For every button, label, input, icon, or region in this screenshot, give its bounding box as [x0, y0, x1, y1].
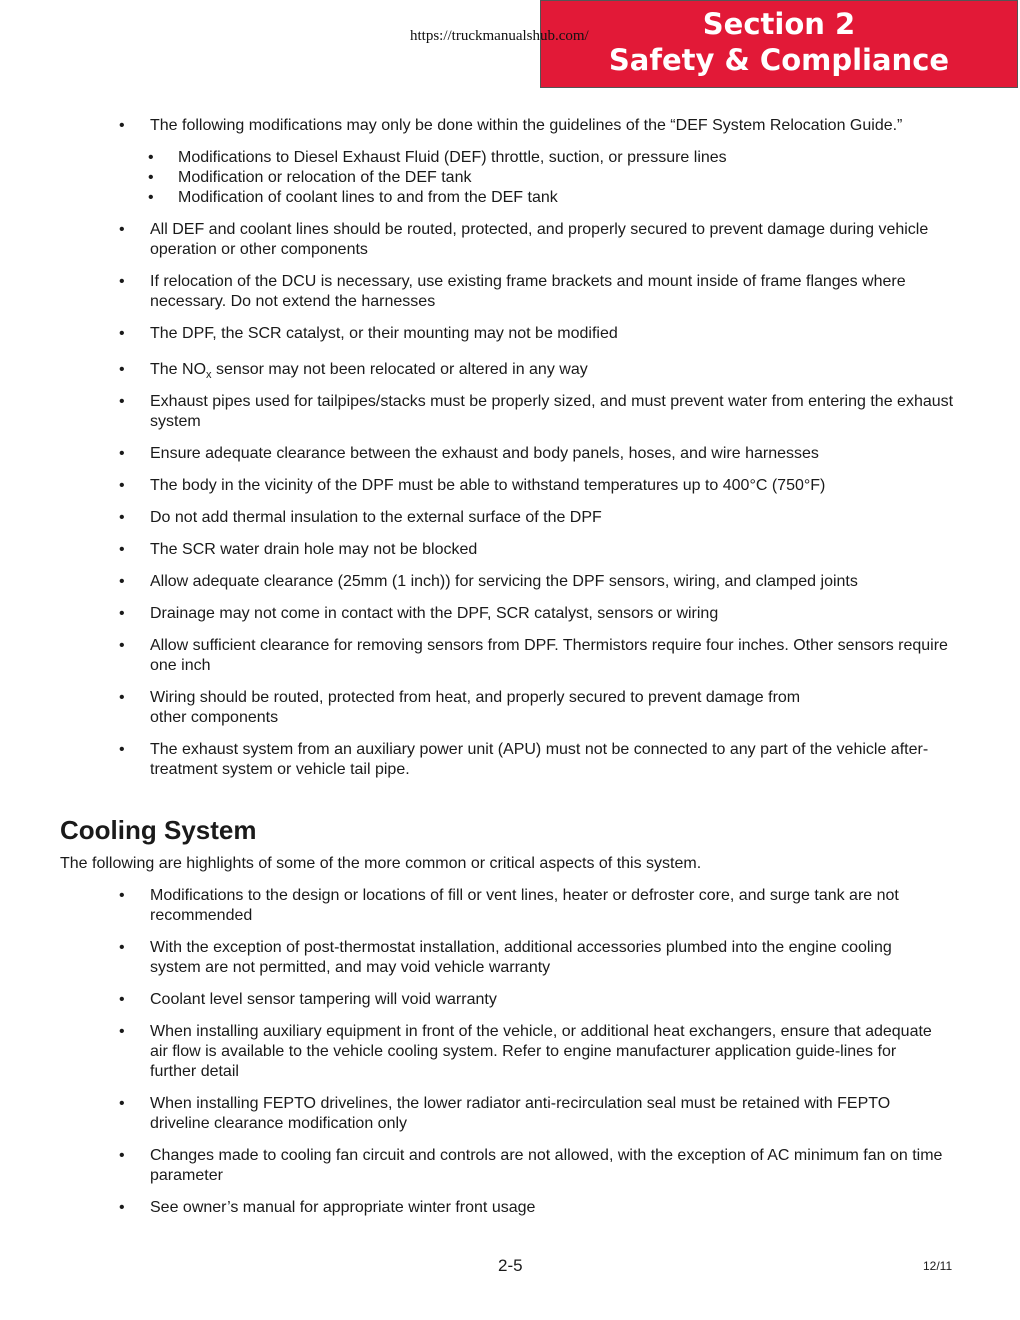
- list-item: • Allow sufficient clearance for removing sensors from DPF. Thermistors require four inches. Other sensors require one inch: [119, 637, 948, 674]
- bullet: •: [119, 991, 125, 1008]
- sub-list-item: • Modification or relocation of the DEF tank: [148, 169, 472, 186]
- list-item: • The SCR water drain hole may not be blocked: [119, 541, 478, 558]
- list-item: • The following modifications may only be done within the guidelines of the “DEF System Relocation Guide.”: [119, 117, 903, 134]
- page-number: 2-5: [498, 1256, 523, 1275]
- bullet: •: [119, 741, 125, 758]
- section-number: Section 2: [702, 7, 856, 41]
- list-item: • Exhaust pipes used for tailpipes/stacks must be properly sized, and must prevent water from entering the exhaust system: [119, 393, 954, 430]
- list-item: • Do not add thermal insulation to the external surface of the DPF: [119, 509, 602, 526]
- bullet: •: [119, 1199, 125, 1216]
- bullet: •: [119, 393, 125, 410]
- bullet: •: [119, 573, 125, 590]
- list-item: • Coolant level sensor tampering will void warranty: [119, 991, 497, 1008]
- list-item: • When installing auxiliary equipment in front of the vehicle, or additional heat exchangers, ensure that adequate air flow is available to the vehicle cooling system. Refer to engine manufacturer application guide-lines for further detail: [119, 1023, 932, 1080]
- bullet: •: [119, 445, 125, 462]
- sub-list-item: • Modifications to Diesel Exhaust Fluid (DEF) throttle, suction, or pressure lines: [148, 149, 727, 166]
- bullet: •: [119, 1095, 125, 1112]
- list-item: • When installing FEPTO drivelines, the lower radiator anti-recirculation seal must be retained with FEPTO driveline clearance modification only: [119, 1095, 891, 1132]
- bullet: •: [119, 325, 125, 342]
- bullet: •: [119, 221, 125, 238]
- list-item: • The exhaust system from an auxiliary power unit (APU) must not be connected to any part of the vehicle after-treatment system or vehicle tail pipe.: [119, 741, 929, 778]
- bullet: •: [148, 149, 154, 166]
- bullet: •: [119, 689, 125, 706]
- bullet: •: [119, 1023, 125, 1040]
- list-item-nox-sensor: • The $NO_x$ sensor may not been relocated or altered in any way: [119, 361, 588, 382]
- section-header-banner: [540, 0, 1018, 88]
- cooling-system-intro: The following are highlights of some of the more common or critical aspects of this system.: [60, 855, 702, 872]
- list-item: • If relocation of the DCU is necessary, use existing frame brackets and mount inside of frame flanges where necessary. Do not extend the harnesses: [119, 273, 906, 310]
- sub-list-item: • Modification of coolant lines to and from the DEF tank: [148, 189, 558, 206]
- bullet: •: [119, 637, 125, 654]
- bullet: •: [119, 1147, 125, 1164]
- cooling-system-heading: Cooling System: [60, 815, 257, 845]
- bullet: •: [119, 477, 125, 494]
- list-item: • Ensure adequate clearance between the exhaust and body panels, hoses, and wire harnesses: [119, 445, 819, 462]
- bullet: •: [148, 189, 154, 206]
- list-item: • Modifications to the design or locations of fill or vent lines, heater or defroster core, and surge tank are not recommended: [119, 887, 899, 924]
- bullet: •: [119, 939, 125, 956]
- revision-date: 12/11: [923, 1259, 953, 1273]
- bullet: •: [119, 117, 125, 134]
- bullet: •: [119, 273, 125, 290]
- list-item: • Drainage may not come in contact with the DPF, SCR catalyst, sensors or wiring: [119, 605, 719, 622]
- aftertreatment-list: [0, 116, 1020, 780]
- list-item: • With the exception of post-thermostat installation, additional accessories plumbed into the engine cooling system are not permitted, and may void vehicle warranty: [119, 939, 892, 976]
- list-item: • All DEF and coolant lines should be routed, protected, and properly secured to prevent damage during vehicle operation or other components: [119, 221, 929, 258]
- list-item: • Changes made to cooling fan circuit and controls are not allowed, with the exception of AC minimum fan on time parameter: [119, 1147, 943, 1184]
- bullet: •: [148, 169, 154, 186]
- bullet: •: [119, 887, 125, 904]
- list-item: • See owner’s manual for appropriate winter front usage: [119, 1199, 536, 1216]
- list-item: • The DPF, the SCR catalyst, or their mounting may not be modified: [119, 325, 618, 342]
- source-url-watermark: https://truckmanualshub.com/: [410, 28, 589, 44]
- bullet: •: [119, 509, 125, 526]
- bullet: •: [119, 605, 125, 622]
- list-item: • The body in the vicinity of the DPF must be able to withstand temperatures up to 400°C (750°F): [119, 477, 826, 494]
- list-item: • Wiring should be routed, protected from heat, and properly secured to prevent damage from other components: [119, 689, 801, 726]
- bullet: •: [119, 541, 125, 558]
- section-title: Safety & Compliance: [608, 43, 950, 77]
- list-item: • Allow adequate clearance (25mm (1 inch)) for servicing the DPF sensors, wiring, and clamped joints: [119, 573, 858, 590]
- cooling-list: [0, 886, 1020, 1218]
- bullet: •: [119, 361, 125, 378]
